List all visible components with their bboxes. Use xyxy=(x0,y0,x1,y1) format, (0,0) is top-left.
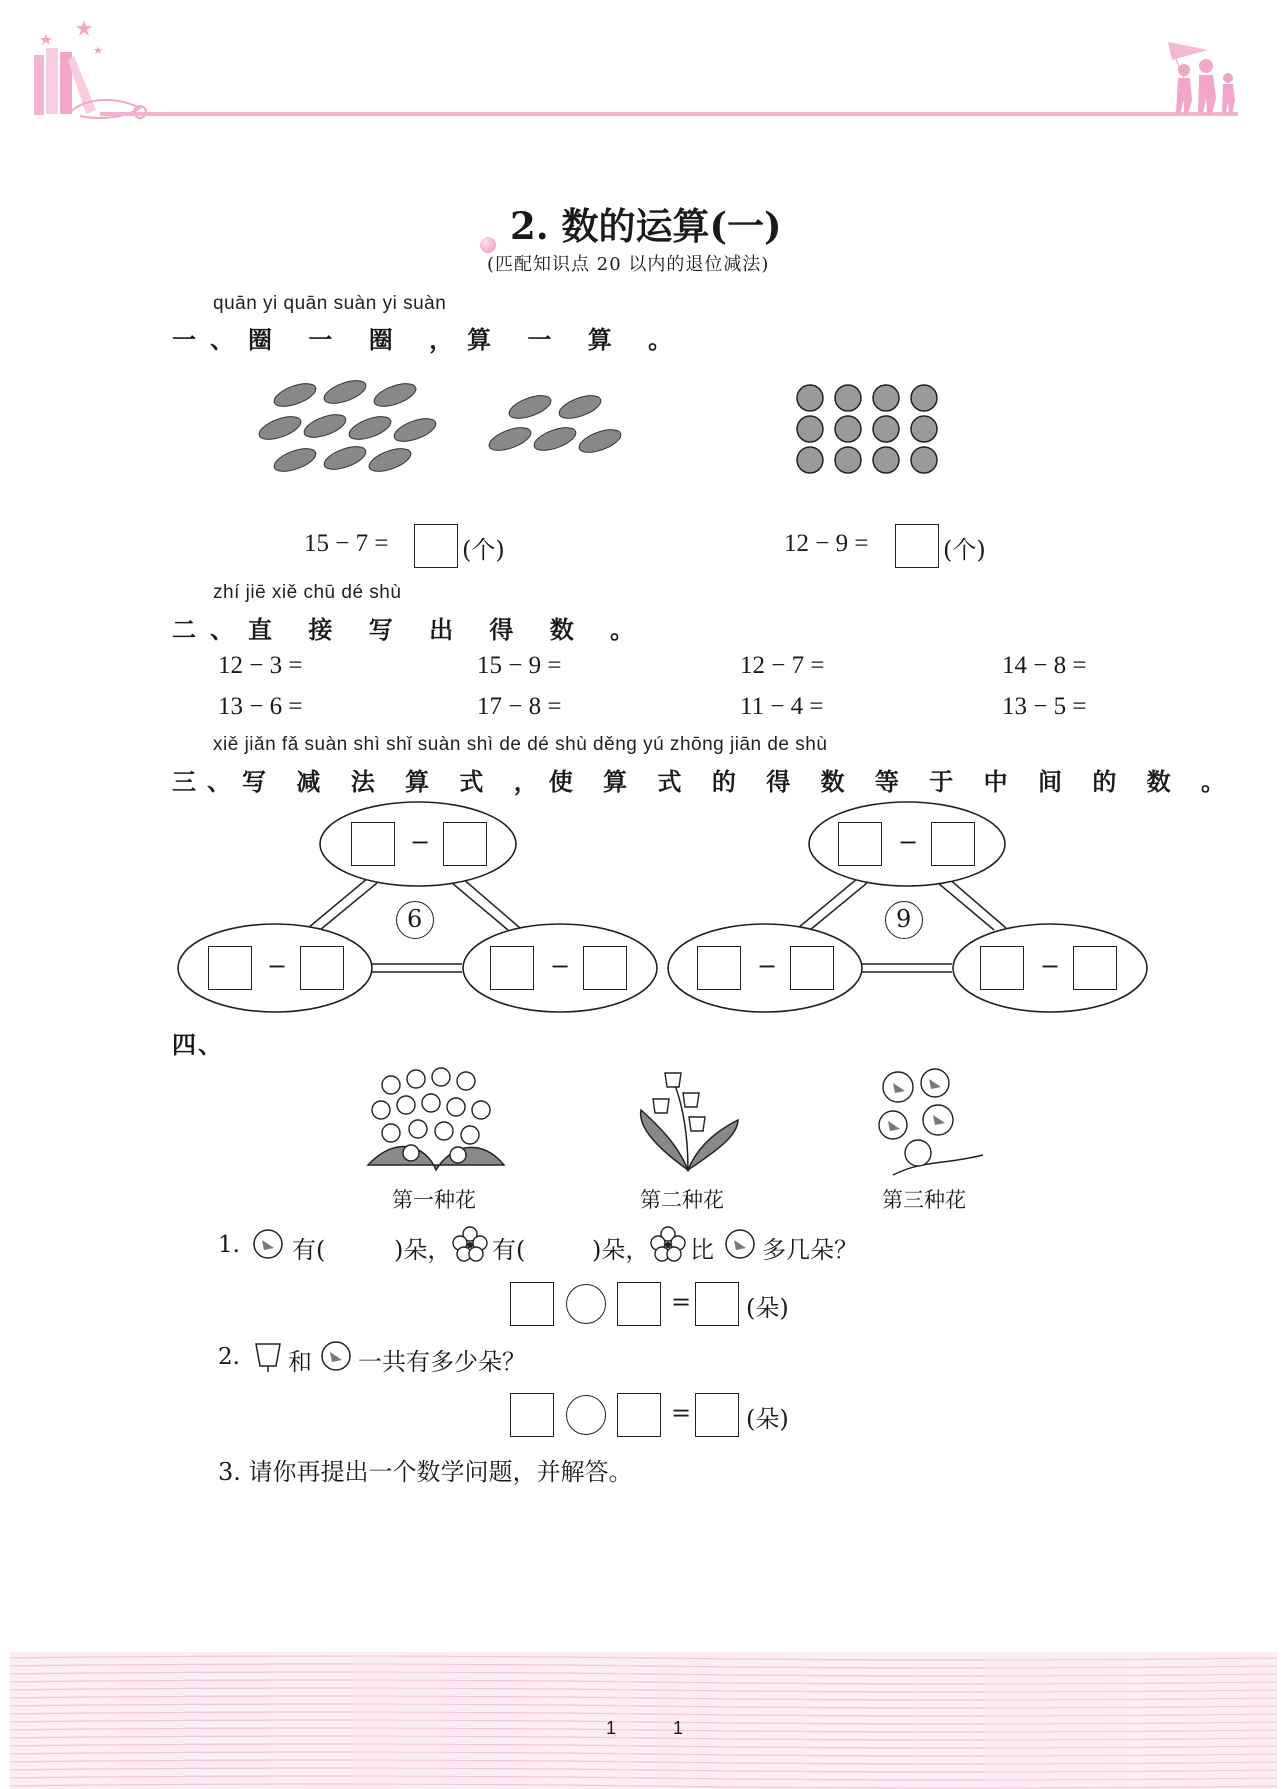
flower-label: 第一种花 xyxy=(392,1188,476,1212)
answer-box[interactable] xyxy=(695,1393,739,1437)
equation-left: 15 − 7 = xyxy=(304,530,389,557)
problem: 15 − 9 = xyxy=(477,652,562,679)
q2-text: 和 xyxy=(288,1348,312,1376)
section1-pinyin: quān yi quān suàn yi suàn xyxy=(213,293,447,314)
problem: 13 − 6 = xyxy=(218,693,303,720)
morning-glory-icon xyxy=(873,1065,993,1180)
flower-label: 第三种花 xyxy=(882,1188,966,1212)
q1-text: 比 xyxy=(690,1236,714,1264)
unit-label: (个) xyxy=(462,536,505,564)
q1-text: )朵， xyxy=(394,1236,452,1264)
operand-box[interactable] xyxy=(510,1282,554,1326)
q2-text: 一共有多少朵？ xyxy=(358,1348,526,1376)
flower-bush-icon xyxy=(366,1065,506,1175)
problem: 14 − 8 = xyxy=(1002,652,1087,679)
section2-pinyin: zhí jiē xiě chū dé shù xyxy=(213,582,402,603)
operand-box[interactable] xyxy=(490,946,534,990)
section1-heading: 一、圈 一 圈 ，算 一 算 。 xyxy=(172,326,687,354)
q1-text: 有( xyxy=(292,1236,326,1264)
flower-label: 第二种花 xyxy=(640,1188,724,1212)
unit-label: (朵) xyxy=(746,1294,789,1322)
minus-sign: − xyxy=(550,952,571,980)
operand-box[interactable] xyxy=(351,822,395,866)
unit-label: (朵) xyxy=(746,1405,789,1433)
operand-box[interactable] xyxy=(1073,946,1117,990)
q1-text: 多几朵？ xyxy=(762,1236,858,1264)
question-number: 2. xyxy=(218,1344,240,1370)
unit-label: (个) xyxy=(943,536,986,564)
question-number: 1. xyxy=(218,1232,240,1258)
operand-box[interactable] xyxy=(617,1282,661,1326)
operand-box[interactable] xyxy=(838,822,882,866)
morning-glory-small-icon xyxy=(722,1226,758,1262)
morning-glory-small-icon xyxy=(250,1226,286,1262)
problem: 13 − 5 = xyxy=(1002,693,1087,720)
equation-right: 12 − 9 = xyxy=(784,530,869,557)
center-number: 9 xyxy=(896,905,912,933)
problem: 17 − 8 = xyxy=(477,693,562,720)
footer-band xyxy=(10,1652,1277,1789)
page-subtitle: (匹配知识点 20 以内的退位减法) xyxy=(487,254,770,275)
page-title: 2. 数的运算(一) xyxy=(510,204,782,248)
equals-sign: = xyxy=(671,1399,692,1427)
problem: 12 − 3 = xyxy=(218,652,303,679)
operand-box[interactable] xyxy=(443,822,487,866)
lily-small-icon xyxy=(250,1338,286,1374)
flower-small-icon xyxy=(452,1226,488,1262)
problem: 11 − 4 = xyxy=(740,693,824,720)
section3-pinyin: xiě jiǎn fǎ suàn shì shǐ suàn shì de dé shù děng yú zhōng jiān de shù xyxy=(213,734,828,755)
operand-box[interactable] xyxy=(208,946,252,990)
section4-heading: 四、 xyxy=(172,1031,224,1059)
page-number: 1 xyxy=(606,1718,617,1738)
operand-box[interactable] xyxy=(583,946,627,990)
morning-glory-small-icon xyxy=(318,1338,354,1374)
answer-box[interactable] xyxy=(695,1282,739,1326)
flower-small-icon xyxy=(650,1226,686,1262)
operand-box[interactable] xyxy=(980,946,1024,990)
operator-circle[interactable] xyxy=(566,1395,606,1435)
operand-box[interactable] xyxy=(697,946,741,990)
question-3: 3. 请你再提出一个数学问题，并解答。 xyxy=(218,1458,633,1486)
lily-of-the-valley-icon xyxy=(633,1065,743,1175)
minus-sign: − xyxy=(267,952,288,980)
page-number: 1 xyxy=(673,1718,684,1738)
operand-box[interactable] xyxy=(617,1393,661,1437)
q1-text: )朵， xyxy=(592,1236,650,1264)
minus-sign: − xyxy=(757,952,778,980)
minus-sign: − xyxy=(410,828,431,856)
center-number: 6 xyxy=(407,905,423,933)
operand-box[interactable] xyxy=(300,946,344,990)
operator-circle[interactable] xyxy=(566,1284,606,1324)
section2-heading: 二、直 接 写 出 得 数 。 xyxy=(172,616,649,644)
equals-sign: = xyxy=(671,1288,692,1316)
operand-box[interactable] xyxy=(790,946,834,990)
operand-box[interactable] xyxy=(510,1393,554,1437)
section3-heading: 三、写 减 法 算 式 ，使 算 式 的 得 数 等 于 中 间 的 数 。 xyxy=(172,768,1237,796)
minus-sign: − xyxy=(1040,952,1061,980)
operand-box[interactable] xyxy=(931,822,975,866)
minus-sign: − xyxy=(898,828,919,856)
problem: 12 − 7 = xyxy=(740,652,825,679)
q1-text: 有( xyxy=(492,1236,526,1264)
